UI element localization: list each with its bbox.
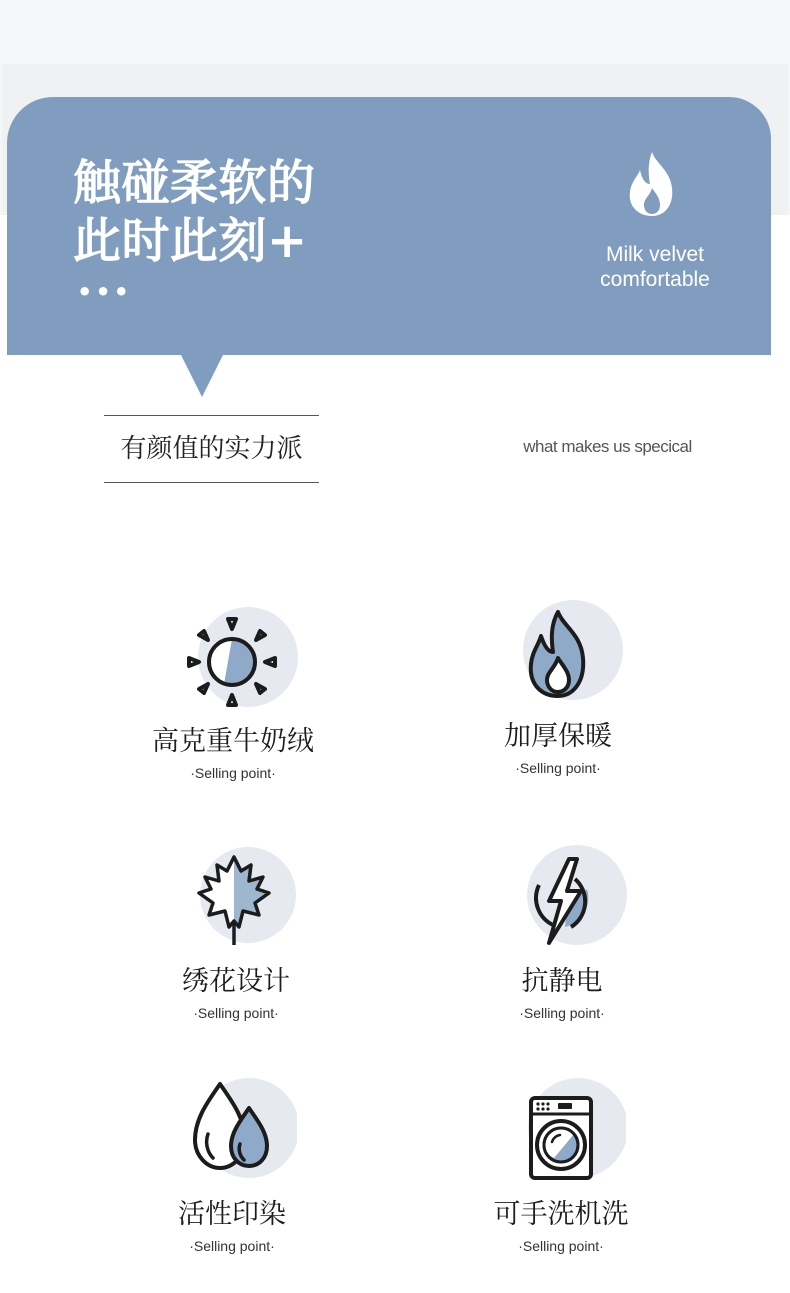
feature-title: 可手洗机洗 (493, 1199, 629, 1230)
badge-caption (580, 242, 730, 292)
section-title: 有颜值的实力派 (120, 434, 303, 464)
feature-title: 绣花设计 (182, 966, 290, 997)
feature-title: 活性印染 (178, 1199, 286, 1230)
water-drops-icon (167, 1078, 297, 1198)
feature-title: 抗静电 (521, 966, 603, 997)
feature-title: 高克重牛奶绒 (152, 726, 314, 757)
flame-icon (493, 600, 623, 720)
lightning-icon (497, 845, 627, 965)
headline-line-2: 此时此刻+ (73, 213, 308, 269)
feature-item (106, 845, 366, 1021)
banner-pointer (181, 355, 223, 397)
feature-item (103, 605, 363, 781)
divider-bottom (104, 482, 319, 483)
badge-line-2: comfortable (600, 268, 710, 291)
washing-machine-icon (496, 1078, 626, 1198)
section-title-en: what makes us specical (523, 437, 692, 456)
ellipsis-dots: ••• (77, 278, 133, 306)
feature-item (428, 600, 688, 776)
sun-icon (168, 605, 298, 725)
feature-subtitle: ·Selling point· (515, 760, 601, 776)
feature-title: 加厚保暖 (504, 721, 612, 752)
feature-subtitle: ·Selling point· (193, 1005, 279, 1021)
feature-subtitle: ·Selling point· (519, 1005, 605, 1021)
feature-item (102, 1078, 362, 1254)
badge-line-1: Milk velvet (605, 243, 705, 266)
feature-item (431, 1078, 691, 1254)
divider-top (104, 415, 319, 416)
feature-subtitle: ·Selling point· (518, 1238, 604, 1254)
hero-headline (73, 154, 316, 270)
feature-subtitle: ·Selling point· (189, 1238, 275, 1254)
feature-subtitle: ·Selling point· (190, 765, 276, 781)
headline-line-1: 触碰柔软的 (73, 155, 316, 211)
flame-icon (622, 150, 682, 220)
maple-leaf-icon (171, 845, 301, 965)
feature-item (432, 845, 692, 1021)
